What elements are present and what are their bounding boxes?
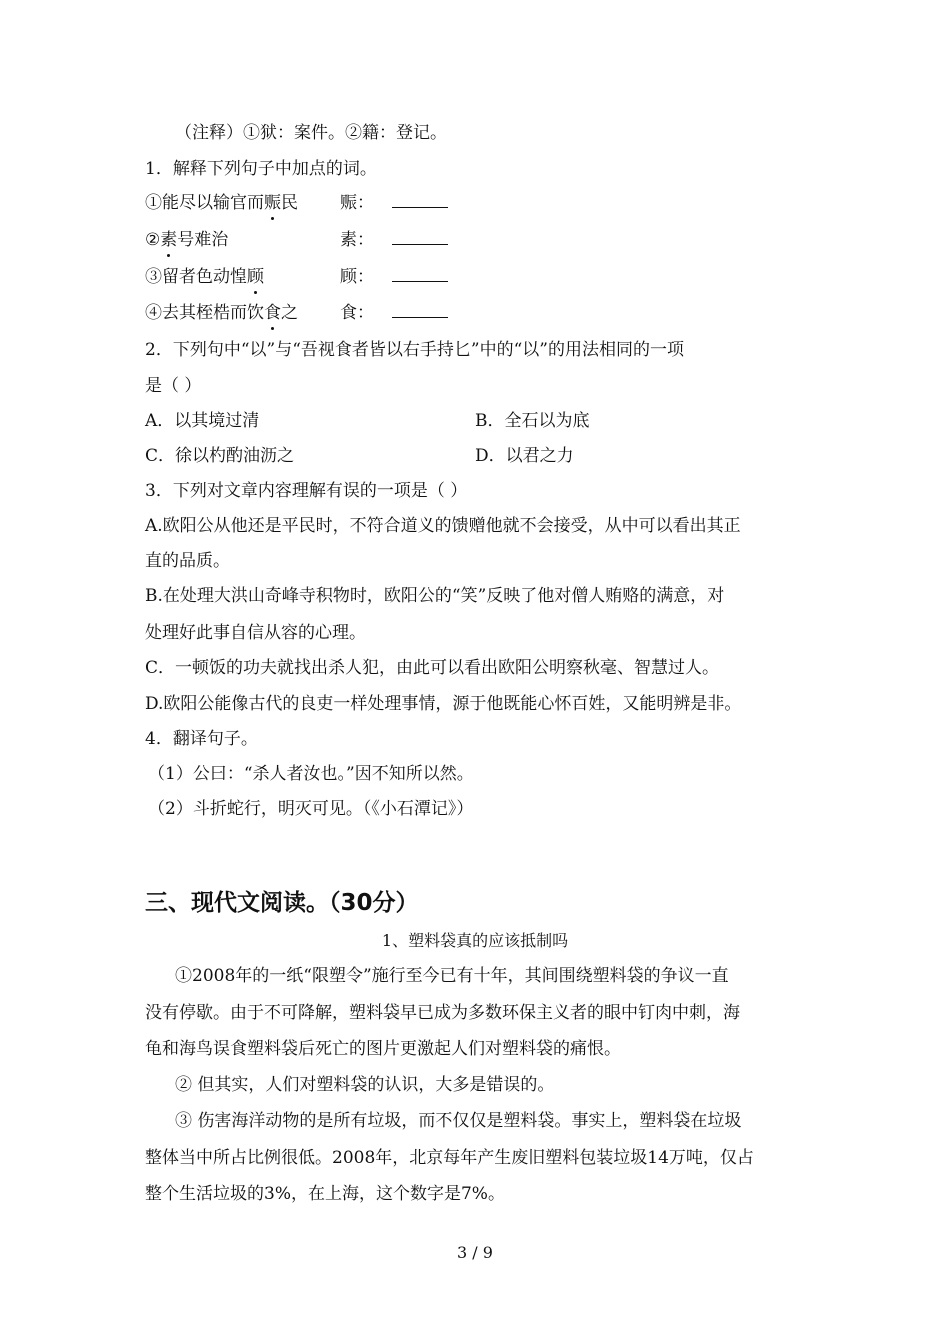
answer-blank[interactable]: [392, 191, 448, 208]
q1-item-2: ②素号难治: [145, 230, 229, 250]
q1-answer-4: 食：: [340, 301, 448, 325]
article-line: ①2008年的一纸“限塑令”施行至今已有十年，其间围绕塑料袋的争议一直: [175, 966, 729, 986]
q1-stem: 1．解释下列句子中加点的词。: [145, 159, 377, 179]
q4-stem: 4．翻译句子。: [145, 729, 258, 749]
article-line: 龟和海鸟误食塑料袋后死亡的图片更激起人们对塑料袋的痛恨。: [145, 1039, 621, 1059]
q1-item-3: ③留者色动惶顾: [145, 267, 264, 287]
q3-line: 处理好此事自信从容的心理。: [145, 623, 366, 643]
article-line: ③ 伤害海洋动物的是所有垃圾，而不仅仅是塑料袋。事实上，塑料袋在垃圾: [175, 1111, 742, 1131]
emphasis-dot-char: 赈: [264, 193, 281, 213]
answer-blank[interactable]: [392, 301, 448, 318]
q4-item-2: （2）斗折蛇行，明灭可见。（《小石潭记》）: [148, 799, 474, 819]
emphasis-dot-char: 食: [264, 303, 281, 323]
q1-answer-2: 素：: [340, 228, 448, 252]
q2-option-a: A．以其境过清: [145, 411, 260, 431]
page-number: 3 / 9: [457, 1243, 493, 1262]
q2-stem-line1: 2．下列句中“以”与“吾视食者皆以右手持匕”中的“以”的用法相同的一项: [145, 340, 684, 360]
q3-line: C．一顿饭的功夫就找出杀人犯，由此可以看出欧阳公明察秋毫、智慧过人。: [145, 658, 720, 678]
article-line: 整体当中所占比例很低。2008年，北京每年产生废旧塑料包装垃圾14万吨，仅占: [145, 1148, 754, 1168]
article-line: 没有停歇。由于不可降解，塑料袋早已成为多数环保主义者的眼中钉肉中刺，海: [145, 1003, 740, 1023]
q1-answer-3: 顾：: [340, 265, 448, 289]
q2-option-c: C．徐以杓酌油沥之: [145, 446, 295, 466]
answer-blank[interactable]: [392, 265, 448, 282]
q1-item-1: ①能尽以输官而赈民: [145, 193, 298, 213]
section-heading: 三、现代文阅读。（30分）: [145, 890, 419, 916]
emphasis-dot-char: 顾: [247, 267, 264, 287]
answer-blank[interactable]: [392, 228, 448, 245]
q2-stem-line2: 是（ ）: [145, 376, 202, 396]
q3-line: A.欧阳公从他还是平民时，不符合道义的馈赠他就不会接受，从中可以看出其正: [145, 516, 741, 536]
q1-item-4: ④去其桎梏而饮食之: [145, 303, 298, 323]
emphasis-dot-char: 素: [160, 230, 178, 250]
q1-answer-1: 赈：: [340, 191, 448, 215]
q3-line: D.欧阳公能像古代的良吏一样处理事情，源于他既能心怀百姓，又能明辨是非。: [145, 694, 742, 714]
q2-option-d: D．以君之力: [475, 446, 574, 466]
q3-line: 直的品质。: [145, 551, 230, 571]
article-line: 整个生活垃圾的3%，在上海，这个数字是7%。: [145, 1184, 505, 1204]
q2-option-b: B．全石以为底: [475, 411, 590, 431]
article-title: 1、塑料袋真的应该抵制吗: [381, 931, 569, 950]
article-line: ② 但其实，人们对塑料袋的认识，大多是错误的。: [175, 1075, 555, 1095]
q4-item-1: （1）公曰：“杀人者汝也。”因不知所以然。: [148, 764, 474, 784]
q3-line: B.在处理大洪山奇峰寺积物时，欧阳公的“笑”反映了他对僧人贿赂的满意，对: [145, 586, 725, 606]
q3-stem: 3．下列对文章内容理解有误的一项是（ ）: [145, 481, 468, 501]
note-line: （注释）①狱：案件。②籍：登记。: [175, 123, 447, 143]
